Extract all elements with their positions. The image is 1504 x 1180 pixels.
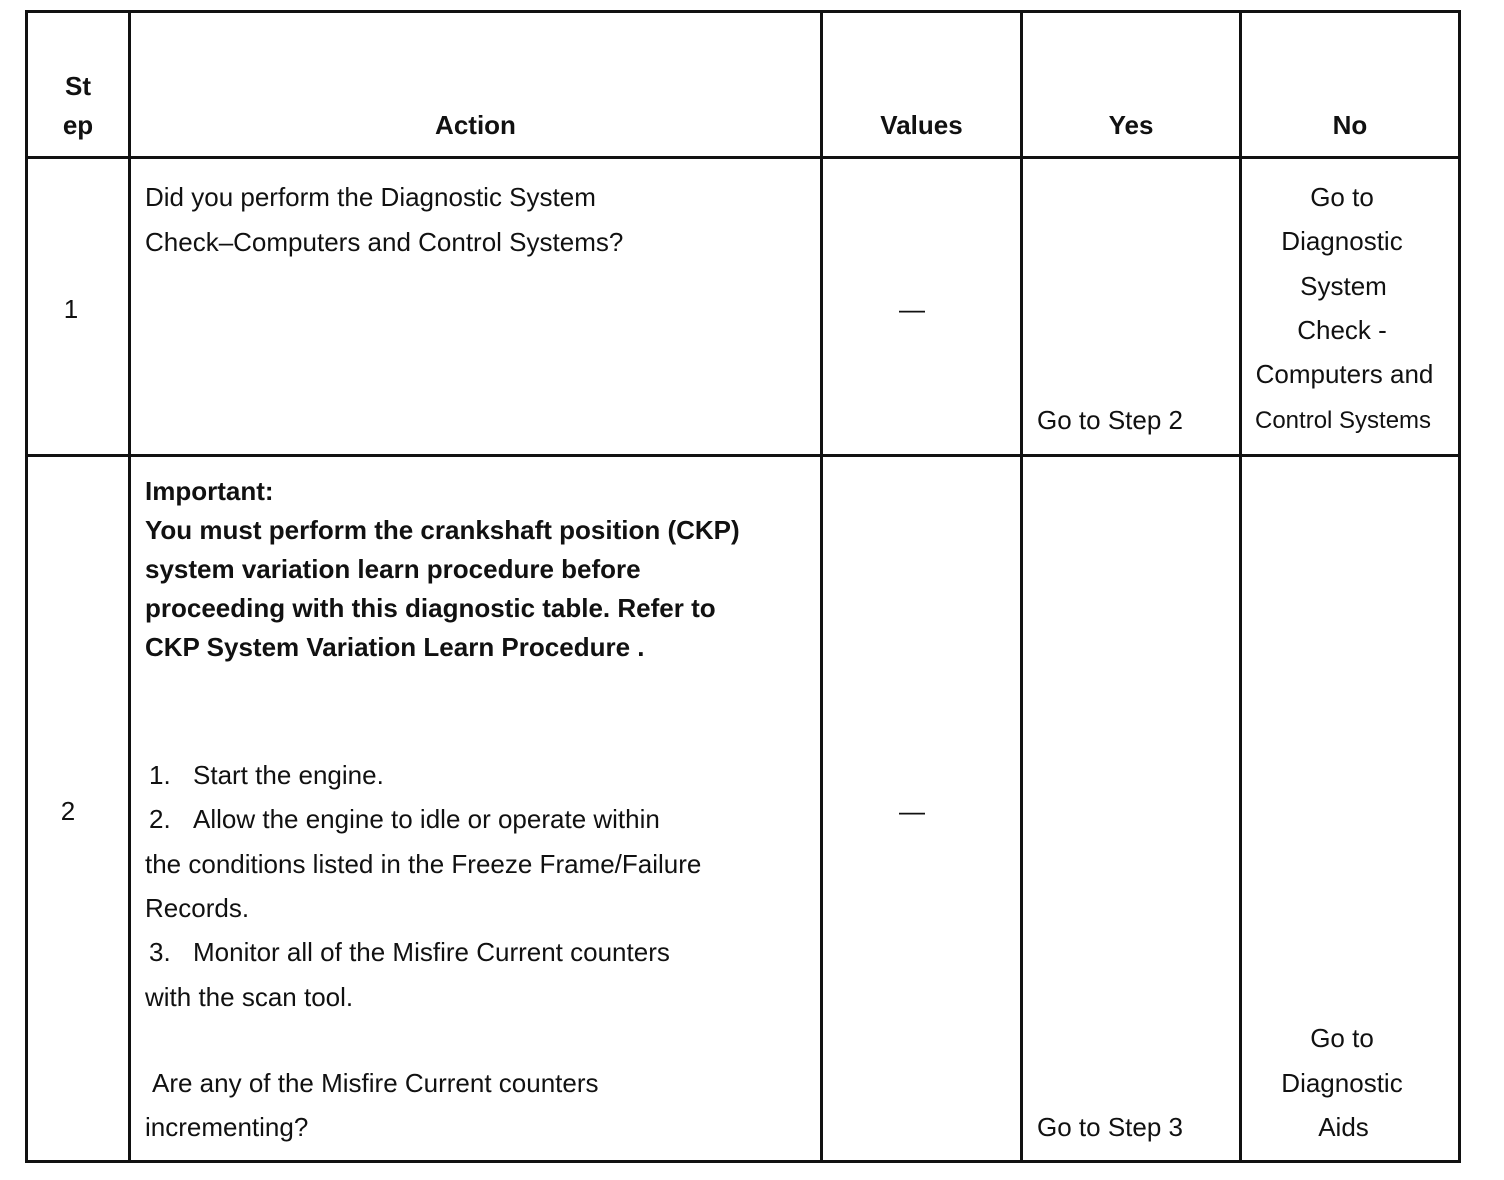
- important-line: system variation learn procedure before: [145, 554, 641, 584]
- question-line: Are any of the Misfire Current counters: [152, 1068, 599, 1098]
- row1-step: 1: [63, 294, 79, 324]
- step-item-number: 2.: [149, 804, 171, 834]
- row2-step: 2: [60, 796, 76, 826]
- important-line: You must perform the crankshaft position (CKP): [145, 515, 740, 545]
- important-line: CKP System Variation Learn Procedure .: [145, 632, 645, 662]
- row2-no-line: Diagnostic: [1281, 1068, 1403, 1098]
- row1-no-line: Go to: [1310, 182, 1374, 212]
- step-item-text: Start the engine.: [193, 760, 384, 790]
- column-divider: [1020, 13, 1023, 1160]
- row2-values: —: [899, 796, 925, 826]
- row1-no-line: System: [1300, 271, 1387, 301]
- row1-no-line: Check -: [1297, 315, 1387, 345]
- diagnostic-table: [25, 10, 1461, 1163]
- step-item-text: Monitor all of the Misfire Current counters: [193, 937, 670, 967]
- row1-action-line: Check–Computers and Control Systems?: [145, 227, 624, 257]
- header-values: Values: [880, 110, 963, 140]
- step-item-number: 3.: [149, 937, 171, 967]
- important-label: Important:: [145, 476, 274, 506]
- row-divider: [28, 454, 1458, 457]
- row1-action-line: Did you perform the Diagnostic System: [145, 182, 596, 212]
- row2-no-line: Go to: [1310, 1023, 1374, 1053]
- column-divider: [128, 13, 131, 1160]
- row1-no-line: Computers and: [1255, 359, 1434, 389]
- header-no: No: [1332, 110, 1368, 140]
- column-divider: [820, 13, 823, 1160]
- step-item-text: Allow the engine to idle or operate within: [193, 804, 660, 834]
- step-item-number: 1.: [149, 760, 171, 790]
- question-line: incrementing?: [145, 1112, 309, 1142]
- row1-yes: Go to Step 2: [1037, 405, 1183, 435]
- row2-no-line: Aids: [1318, 1112, 1369, 1142]
- header-step-line2: ep: [62, 110, 94, 140]
- row-divider: [28, 156, 1458, 159]
- header-step-line1: St: [65, 71, 91, 101]
- important-line: proceeding with this diagnostic table. Refer to: [145, 593, 716, 623]
- step-item-text: Records.: [145, 893, 250, 923]
- row1-values: —: [899, 294, 925, 324]
- row1-no-line: Diagnostic: [1281, 226, 1403, 256]
- step-item-text: the conditions listed in the Freeze Frame/Failure: [145, 849, 702, 879]
- header-action: Action: [435, 110, 516, 140]
- row2-yes: Go to Step 3: [1037, 1112, 1183, 1142]
- step-item-text: with the scan tool.: [145, 982, 354, 1012]
- row1-no-line: Control Systems: [1255, 407, 1432, 434]
- header-yes: Yes: [1108, 110, 1154, 140]
